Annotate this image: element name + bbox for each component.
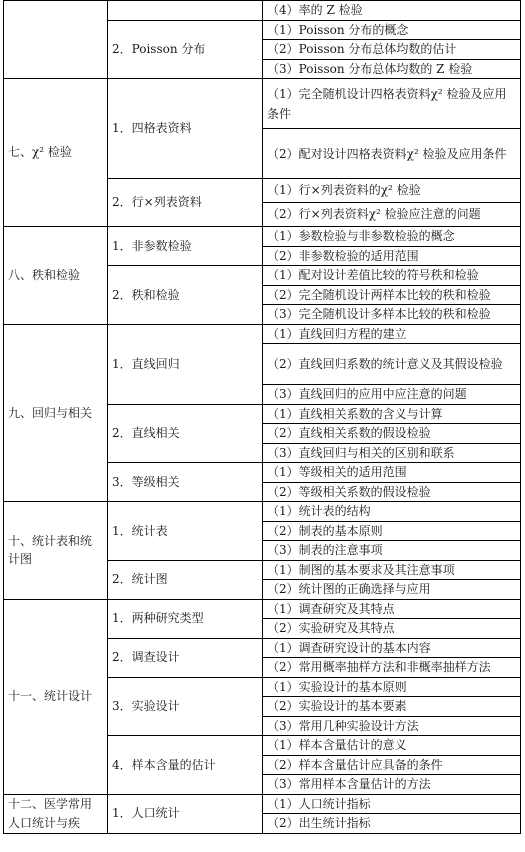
item-cell: （3）常用样本含量估计的方法: [263, 775, 521, 795]
item-cell: （1）Poisson 分布的概念: [263, 20, 521, 40]
item-cell: （2）直线回归系数的统计意义及其假设检验: [263, 344, 521, 385]
subtopic-cell: 2．秩和检验: [108, 266, 263, 325]
item-cell: （2）统计图的正确选择与应用: [263, 580, 521, 600]
subtopic-cell: 3．等级相关: [108, 463, 263, 502]
subtopic-cell: 2．统计图: [108, 560, 263, 599]
item-cell: （2）等级相关系数的假设检验: [263, 482, 521, 502]
item-cell: （1）人口统计指标: [263, 794, 521, 814]
item-cell: （1）直线相关系数的含义与计算: [263, 404, 521, 424]
section-cell: 十一、统计设计: [4, 599, 108, 794]
item-cell: （4）率的 Z 检验: [263, 1, 521, 21]
item-cell: （3）制表的注意事项: [263, 541, 521, 561]
table-row: [4, 599, 521, 619]
item-cell: （1）配对设计差值比较的符号秩和检验: [263, 266, 521, 286]
item-cell: （3）直线回归的应用中应注意的问题: [263, 385, 521, 405]
item-cell: （3）完全随机设计多样本比较的秩和检验: [263, 305, 521, 325]
table-row: [4, 227, 521, 247]
table-row: [4, 79, 521, 129]
item-cell: （1）完全随机设计四格表资料χ² 检验及应用条件: [263, 79, 521, 129]
subtopic-cell: 1．统计表: [108, 502, 263, 561]
item-cell: （1）实验设计的基本原则: [263, 677, 521, 697]
item-cell: （2）Poisson 分布总体均数的估计: [263, 40, 521, 60]
subtopic-cell: 1．两种研究类型: [108, 599, 263, 638]
item-cell: （1）参数检验与非参数检验的概念: [263, 227, 521, 247]
item-cell: （2）配对设计四格表资料χ² 检验及应用条件: [263, 129, 521, 179]
item-cell: （3）常用几种实验设计方法: [263, 716, 521, 736]
item-cell: （2）完全随机设计两样本比较的秩和检验: [263, 285, 521, 305]
item-cell: （2）常用概率抽样方法和非概率抽样方法: [263, 658, 521, 678]
item-cell: （1）统计表的结构: [263, 502, 521, 522]
subtopic-cell: 1．人口统计: [108, 794, 263, 833]
table-row: [4, 324, 521, 344]
table-row: [4, 794, 521, 814]
syllabus-table: [3, 0, 521, 834]
item-cell: （2）实验研究及其特点: [263, 619, 521, 639]
item-cell: （1）样本含量估计的意义: [263, 736, 521, 756]
section-cell: 七、χ² 检验: [4, 79, 108, 227]
subtopic-cell: 1．直线回归: [108, 324, 263, 404]
item-cell: （1）行×列表资料的χ² 检验: [263, 179, 521, 203]
item-cell: （3）直线回归与相关的区别和联系: [263, 443, 521, 463]
subtopic-cell: 2．Poisson 分布: [108, 20, 263, 79]
item-cell: （1）直线回归方程的建立: [263, 324, 521, 344]
subtopic-cell: [108, 1, 263, 21]
subtopic-cell: 2．调查设计: [108, 638, 263, 677]
item-cell: （1）等级相关的适用范围: [263, 463, 521, 483]
item-cell: （2）样本含量估计应具备的条件: [263, 755, 521, 775]
section-cell: 十、统计表和统计图: [4, 502, 108, 600]
table-row: [4, 1, 521, 21]
table-row: [4, 502, 521, 522]
item-cell: （2）行×列表资料χ² 检验应注意的问题: [263, 203, 521, 227]
item-cell: （1）调查研究设计的基本内容: [263, 638, 521, 658]
item-cell: （2）实验设计的基本要素: [263, 697, 521, 717]
item-cell: （3）Poisson 分布总体均数的 Z 检验: [263, 59, 521, 79]
item-cell: （2）非参数检验的适用范围: [263, 246, 521, 266]
subtopic-cell: 1．四格表资料: [108, 79, 263, 179]
section-cell: [4, 1, 108, 79]
subtopic-cell: 1．非参数检验: [108, 227, 263, 266]
section-cell: 九、回归与相关: [4, 324, 108, 502]
item-cell: （2）直线相关系数的假设检验: [263, 424, 521, 444]
subtopic-cell: 2．直线相关: [108, 404, 263, 463]
item-cell: （1）制图的基本要求及其注意事项: [263, 560, 521, 580]
item-cell: （2）出生统计指标: [263, 814, 521, 834]
subtopic-cell: 2．行×列表资料: [108, 179, 263, 227]
section-cell: 十二、医学常用人口统计与疾: [4, 794, 108, 833]
item-cell: （2）制表的基本原则: [263, 521, 521, 541]
subtopic-cell: 4．样本含量的估计: [108, 736, 263, 795]
section-cell: 八、秩和检验: [4, 227, 108, 325]
item-cell: （1）调查研究及其特点: [263, 599, 521, 619]
subtopic-cell: 3．实验设计: [108, 677, 263, 736]
